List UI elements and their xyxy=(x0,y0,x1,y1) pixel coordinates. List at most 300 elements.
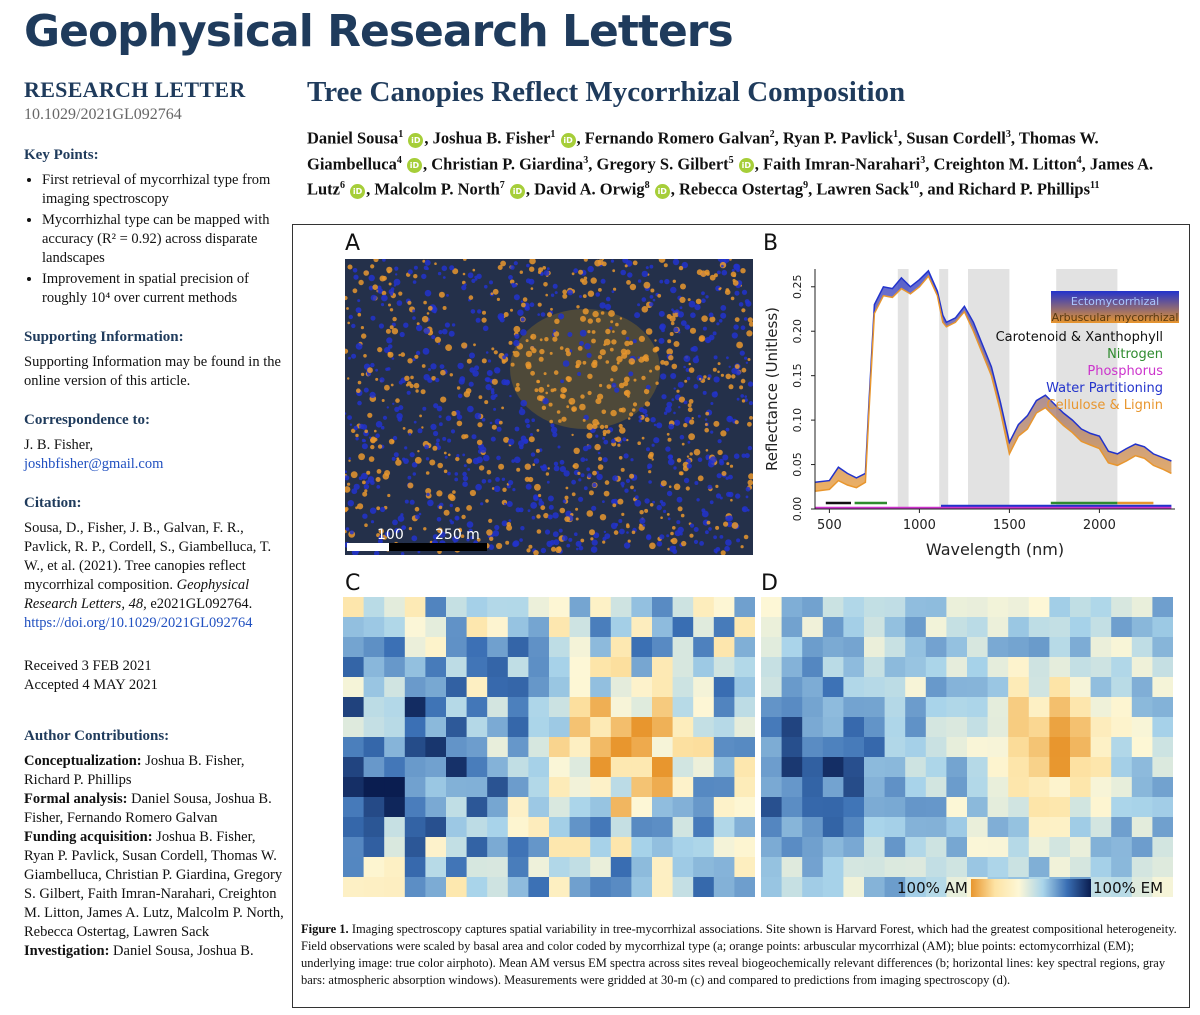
heatmap-cell xyxy=(384,717,405,738)
heatmap-cell xyxy=(1049,857,1070,878)
orcid-icon[interactable]: iD xyxy=(561,133,576,148)
observation-point xyxy=(562,290,567,295)
observation-point xyxy=(421,426,423,428)
heatmap-cell xyxy=(734,697,755,718)
observation-point xyxy=(575,508,578,511)
heatmap-cell xyxy=(782,737,803,758)
author-name[interactable]: Gregory S. Gilbert xyxy=(596,154,729,173)
orcid-icon[interactable]: iD xyxy=(510,184,525,199)
heatmap-cell xyxy=(384,657,405,678)
heatmap-cell xyxy=(1111,677,1132,698)
heatmap-cell xyxy=(446,777,467,798)
observation-point xyxy=(678,331,680,333)
heatmap-cell xyxy=(467,597,488,618)
heatmap-cell xyxy=(1091,857,1112,878)
heatmap-cell xyxy=(528,777,549,798)
legend-entry: Phosphorus xyxy=(1087,364,1163,379)
heatmap-cell xyxy=(782,857,803,878)
heatmap-cell xyxy=(905,837,926,858)
heatmap-cell xyxy=(467,757,488,778)
observation-point xyxy=(422,407,426,411)
author-name[interactable]: Daniel Sousa xyxy=(307,128,399,148)
heatmap-cell xyxy=(782,837,803,858)
observation-point xyxy=(514,294,520,300)
observation-point xyxy=(659,280,663,284)
observation-point xyxy=(470,490,476,496)
observation-point xyxy=(387,367,391,371)
observation-point xyxy=(363,270,369,276)
heatmap-cell xyxy=(1152,817,1173,838)
heatmap-cell xyxy=(405,737,426,758)
observation-point xyxy=(746,330,752,336)
observation-point xyxy=(623,381,628,386)
author-name[interactable]: Lawren Sack xyxy=(816,179,910,199)
heatmap-cell xyxy=(673,717,694,738)
observation-point xyxy=(619,427,626,434)
observation-point xyxy=(554,462,558,466)
observation-point xyxy=(407,483,413,489)
author-name[interactable]: Susan Cordell xyxy=(906,128,1006,148)
observation-point xyxy=(372,284,378,290)
observation-point xyxy=(676,520,680,524)
heatmap-cell xyxy=(425,717,446,738)
observation-point xyxy=(680,306,683,309)
observation-point xyxy=(531,348,536,353)
heatmap-cell xyxy=(425,797,446,818)
observation-point xyxy=(644,389,649,394)
heatmap-cell xyxy=(802,737,823,758)
observation-point xyxy=(677,497,683,503)
heatmap-cell xyxy=(487,697,508,718)
heatmap-cell xyxy=(611,877,632,897)
heatmap-cell xyxy=(782,697,803,718)
heatmap-cell xyxy=(487,617,508,638)
observation-point xyxy=(562,294,567,299)
observation-point xyxy=(610,320,613,323)
heatmap-cell xyxy=(405,777,426,798)
observation-point xyxy=(553,539,559,545)
observation-point xyxy=(424,374,430,380)
heatmap-cell xyxy=(528,677,549,698)
observation-point xyxy=(566,376,572,382)
observation-point xyxy=(484,400,488,404)
observation-point xyxy=(649,452,654,457)
observation-point xyxy=(414,383,420,389)
observation-point xyxy=(551,427,557,433)
observation-point xyxy=(576,364,580,368)
observation-point xyxy=(438,330,442,334)
observation-point xyxy=(748,446,752,450)
observation-point xyxy=(668,455,673,460)
heatmap-cell xyxy=(652,717,673,738)
author-affiliation: 2 xyxy=(769,129,775,140)
heatmap-cell xyxy=(926,777,947,798)
heatmap-cell xyxy=(405,677,426,698)
observation-point xyxy=(364,523,368,527)
observation-point xyxy=(489,537,493,541)
observation-point xyxy=(731,272,737,278)
heatmap-cell xyxy=(1091,597,1112,618)
orcid-icon[interactable]: iD xyxy=(407,158,422,173)
observation-point xyxy=(639,510,643,514)
heatmap-cell xyxy=(802,817,823,838)
observation-point xyxy=(538,271,541,274)
observation-point xyxy=(440,364,445,369)
observation-point xyxy=(674,420,680,426)
heatmap-cell xyxy=(364,677,385,698)
heatmap-cell xyxy=(734,777,755,798)
heatmap-cell xyxy=(693,817,714,838)
observation-point xyxy=(463,476,468,481)
heatmap-cell xyxy=(967,617,988,638)
heatmap-cell xyxy=(590,877,611,897)
author-name[interactable]: Joshua B. Fisher xyxy=(432,128,551,148)
observation-point xyxy=(466,505,472,511)
observation-point xyxy=(462,472,467,477)
heatmap-cell xyxy=(528,717,549,738)
heatmap-cell xyxy=(384,777,405,798)
author-name[interactable]: Malcolm P. North xyxy=(374,179,500,199)
author-name[interactable]: David A. Orwig xyxy=(534,179,645,199)
observation-point xyxy=(422,316,429,323)
observation-point xyxy=(349,315,353,319)
observation-point xyxy=(348,460,350,462)
heatmap-cell xyxy=(885,637,906,658)
observation-point xyxy=(549,420,553,424)
observation-point xyxy=(468,272,474,278)
observation-point xyxy=(713,368,717,372)
observation-point xyxy=(633,261,638,266)
heatmap-cell xyxy=(802,677,823,698)
observation-point xyxy=(404,446,407,449)
heatmap-cell xyxy=(693,837,714,858)
contribution-names: Joshua B. Fisher, Richard P. Phillips xyxy=(24,753,245,788)
observation-point xyxy=(364,430,368,434)
heatmap-cell xyxy=(673,877,694,897)
heatmap-cell xyxy=(843,857,864,878)
observation-point xyxy=(463,273,466,276)
citation-doi-link[interactable]: https://doi.org/10.1029/2021GL092764 xyxy=(24,615,253,631)
observation-point xyxy=(573,465,576,468)
observation-point xyxy=(679,266,683,270)
observation-point xyxy=(439,422,443,426)
observation-point xyxy=(383,473,390,480)
observation-point xyxy=(713,331,717,335)
author-name[interactable]: Ryan P. Pavlick xyxy=(782,128,894,148)
author-name[interactable]: Faith Imran-Narahari xyxy=(763,154,921,173)
heatmap-cell xyxy=(549,877,570,897)
heatmap-cell xyxy=(843,617,864,638)
observation-point xyxy=(519,538,523,542)
observation-point xyxy=(741,308,745,312)
heatmap-cell xyxy=(1070,697,1091,718)
heatmap-cell xyxy=(823,597,844,618)
heatmap-cell xyxy=(761,597,782,618)
observation-point xyxy=(732,522,739,529)
observation-point xyxy=(746,362,748,364)
observation-point xyxy=(578,346,583,351)
heatmap-cell xyxy=(611,737,632,758)
observation-point xyxy=(612,330,615,333)
observation-point xyxy=(698,457,703,462)
observation-point xyxy=(731,374,735,378)
observation-point xyxy=(709,313,714,318)
observation-point xyxy=(679,297,685,303)
heatmap-cell xyxy=(988,817,1009,838)
observation-point xyxy=(672,364,678,370)
orcid-icon[interactable]: iD xyxy=(408,133,423,148)
heatmap-cell xyxy=(864,637,885,658)
observation-point xyxy=(536,514,540,518)
observation-point xyxy=(576,541,582,547)
observation-point xyxy=(371,295,377,301)
observation-point xyxy=(397,300,403,306)
observation-point xyxy=(537,380,540,383)
x-tick-label: 2000 xyxy=(1082,518,1116,533)
observation-point xyxy=(456,454,459,457)
observation-point xyxy=(483,455,490,462)
heatmap-cell xyxy=(843,597,864,618)
heatmap-cell xyxy=(1111,637,1132,658)
heatmap-cell xyxy=(1029,797,1050,818)
observation-point xyxy=(353,275,358,280)
heatmap-cell xyxy=(446,657,467,678)
orcid-icon[interactable]: iD xyxy=(739,158,754,173)
observation-point xyxy=(446,416,452,422)
heatmap-cell xyxy=(885,597,906,618)
orcid-icon[interactable]: iD xyxy=(350,184,365,199)
observation-point xyxy=(486,351,489,354)
heatmap-cell xyxy=(761,717,782,738)
author-name[interactable]: Fernando Romero Galvan xyxy=(584,128,770,148)
heatmap-cell xyxy=(673,617,694,638)
author-name[interactable]: Christian P. Giardina xyxy=(431,154,584,173)
observation-point xyxy=(458,394,463,399)
heatmap-cell xyxy=(652,597,673,618)
observation-point xyxy=(728,416,732,420)
heatmap-cell xyxy=(761,757,782,778)
observation-point xyxy=(392,357,395,360)
heatmap-cell xyxy=(549,717,570,738)
observation-point xyxy=(734,264,741,271)
heatmap-cell xyxy=(782,657,803,678)
heatmap-cell xyxy=(364,817,385,838)
colorbar-label-am: 100% AM xyxy=(897,879,968,897)
heatmap-cell xyxy=(1111,777,1132,798)
observation-point xyxy=(539,349,544,354)
heatmap-cell xyxy=(652,797,673,818)
heatmap-cell xyxy=(467,817,488,838)
observation-point xyxy=(571,434,573,436)
heatmap-cell xyxy=(570,797,591,818)
observation-point xyxy=(605,480,610,485)
observation-point xyxy=(421,274,426,279)
author-name[interactable]: Rebecca Ostertag xyxy=(679,179,804,199)
observation-point xyxy=(716,547,721,552)
correspondence-email-link[interactable]: joshbfisher@gmail.com xyxy=(24,456,164,472)
observation-point xyxy=(541,548,546,553)
observation-point xyxy=(689,367,695,373)
orcid-icon[interactable]: iD xyxy=(655,184,670,199)
observation-point xyxy=(579,295,582,298)
heatmap-cell xyxy=(843,777,864,798)
observation-point xyxy=(724,546,730,552)
observation-point xyxy=(618,519,622,523)
colorbar-label-em: 100% EM xyxy=(1093,879,1164,897)
observation-point xyxy=(413,280,417,284)
observation-point xyxy=(626,337,629,340)
heatmap-cell xyxy=(446,797,467,818)
observation-point xyxy=(653,299,656,302)
observation-point xyxy=(526,424,530,428)
heatmap-cell xyxy=(988,837,1009,858)
observation-point xyxy=(480,447,486,453)
observation-point xyxy=(398,292,402,296)
observation-point xyxy=(644,357,649,362)
observation-point xyxy=(626,531,629,534)
observation-point xyxy=(673,412,676,415)
heatmap-cell xyxy=(446,617,467,638)
author-name[interactable]: and Richard P. Phillips xyxy=(927,179,1091,199)
observation-point xyxy=(381,295,388,302)
heatmap-cell xyxy=(1132,597,1153,618)
observation-point xyxy=(410,376,414,380)
heatmap-cell xyxy=(885,837,906,858)
heatmap-cell xyxy=(446,597,467,618)
observation-point xyxy=(670,332,674,336)
heatmap-cell xyxy=(631,717,652,738)
heatmap-cell xyxy=(467,677,488,698)
heatmap-cell xyxy=(761,617,782,638)
observation-point xyxy=(642,437,645,440)
observation-point xyxy=(414,266,418,270)
observation-point xyxy=(545,392,548,395)
heatmap-cell xyxy=(1049,737,1070,758)
observation-point xyxy=(696,299,702,305)
observation-point xyxy=(484,285,488,289)
observation-point xyxy=(533,494,538,499)
observation-point xyxy=(688,441,691,444)
heatmap-cell xyxy=(1008,737,1029,758)
heatmap-cell xyxy=(1132,637,1153,658)
observation-point xyxy=(415,515,420,520)
observation-point xyxy=(692,417,694,419)
heatmap-cell xyxy=(1111,717,1132,738)
observation-point xyxy=(491,292,494,295)
doi[interactable]: 10.1029/2021GL092764 xyxy=(24,106,182,123)
observation-point xyxy=(626,280,631,285)
observation-point xyxy=(364,388,369,393)
heatmap-cell xyxy=(946,657,967,678)
heatmap-cell xyxy=(864,837,885,858)
heatmap-cell xyxy=(528,817,549,838)
observation-point xyxy=(395,398,400,403)
citation-body: Sousa, D., Fisher, J. B., Galvan, F. R., Pavlick, R. P., Cordell, S., Giambelluca, T. W., et al. (2021). Tree canopies reflect mycorrhizal composition. xyxy=(24,520,272,593)
contribution-role: Formal analysis: xyxy=(24,791,128,807)
contribution-role: Investigation: xyxy=(24,943,110,959)
heatmap-cell xyxy=(1111,617,1132,638)
observation-point xyxy=(715,526,719,530)
observation-point xyxy=(659,311,665,317)
observation-point xyxy=(382,291,387,296)
heatmap-cell xyxy=(714,837,735,858)
observation-point xyxy=(498,265,503,270)
heatmap-cell xyxy=(1091,757,1112,778)
observation-point xyxy=(476,457,483,464)
observation-point xyxy=(444,470,448,474)
author-name[interactable]: Creighton M. Litton xyxy=(933,154,1077,173)
observation-point xyxy=(701,315,708,322)
observation-point xyxy=(359,424,364,429)
heatmap-cell xyxy=(673,797,694,818)
observation-point xyxy=(361,373,364,376)
observation-point xyxy=(525,464,531,470)
observation-point xyxy=(514,334,519,339)
observation-point xyxy=(502,478,505,481)
author-name[interactable]: Thomas W. Giambelluca xyxy=(307,128,1099,173)
observation-point xyxy=(589,490,594,495)
heatmap-cell xyxy=(761,677,782,698)
heatmap-cell xyxy=(988,637,1009,658)
heatmap-cell xyxy=(782,777,803,798)
heatmap-cell xyxy=(802,597,823,618)
observation-point xyxy=(375,433,380,438)
observation-point xyxy=(450,504,453,507)
observation-point xyxy=(477,440,483,446)
heatmap-cell xyxy=(570,737,591,758)
observation-point xyxy=(413,358,416,361)
observation-point xyxy=(357,299,360,302)
heatmap-cell xyxy=(508,657,529,678)
author-name[interactable]: James A. Lutz xyxy=(307,154,1154,199)
heatmap-cell xyxy=(1008,637,1029,658)
observation-point xyxy=(508,480,513,485)
heatmap-cell xyxy=(487,737,508,758)
observation-point xyxy=(391,384,394,387)
heatmap-cell xyxy=(905,817,926,838)
observation-point xyxy=(514,261,518,265)
observation-point xyxy=(609,327,612,330)
heatmap-cell xyxy=(864,857,885,878)
heatmap-cell xyxy=(988,717,1009,738)
observation-point xyxy=(561,417,566,422)
observation-point xyxy=(392,520,398,526)
observation-point xyxy=(606,430,610,434)
observation-point xyxy=(407,358,412,363)
observation-point xyxy=(446,294,449,297)
observation-point xyxy=(669,485,672,488)
heatmap-cell xyxy=(673,837,694,858)
observation-point xyxy=(717,473,722,478)
observation-point xyxy=(726,374,732,380)
observation-point xyxy=(482,418,486,422)
observation-point xyxy=(498,464,504,470)
observation-point xyxy=(486,384,492,390)
observation-point xyxy=(444,510,450,516)
heatmap-cell xyxy=(926,757,947,778)
contribution-names: Daniel Sousa, Joshua B. xyxy=(113,943,254,959)
heatmap-cell xyxy=(1008,817,1029,838)
heatmap-cell xyxy=(631,617,652,638)
observation-point xyxy=(401,352,406,357)
heatmap-cell xyxy=(734,837,755,858)
observation-point xyxy=(602,437,605,440)
observation-point xyxy=(600,349,606,355)
observation-point xyxy=(542,266,546,270)
observation-point xyxy=(629,341,633,345)
observation-point xyxy=(394,267,398,271)
heatmap-cell xyxy=(905,617,926,638)
